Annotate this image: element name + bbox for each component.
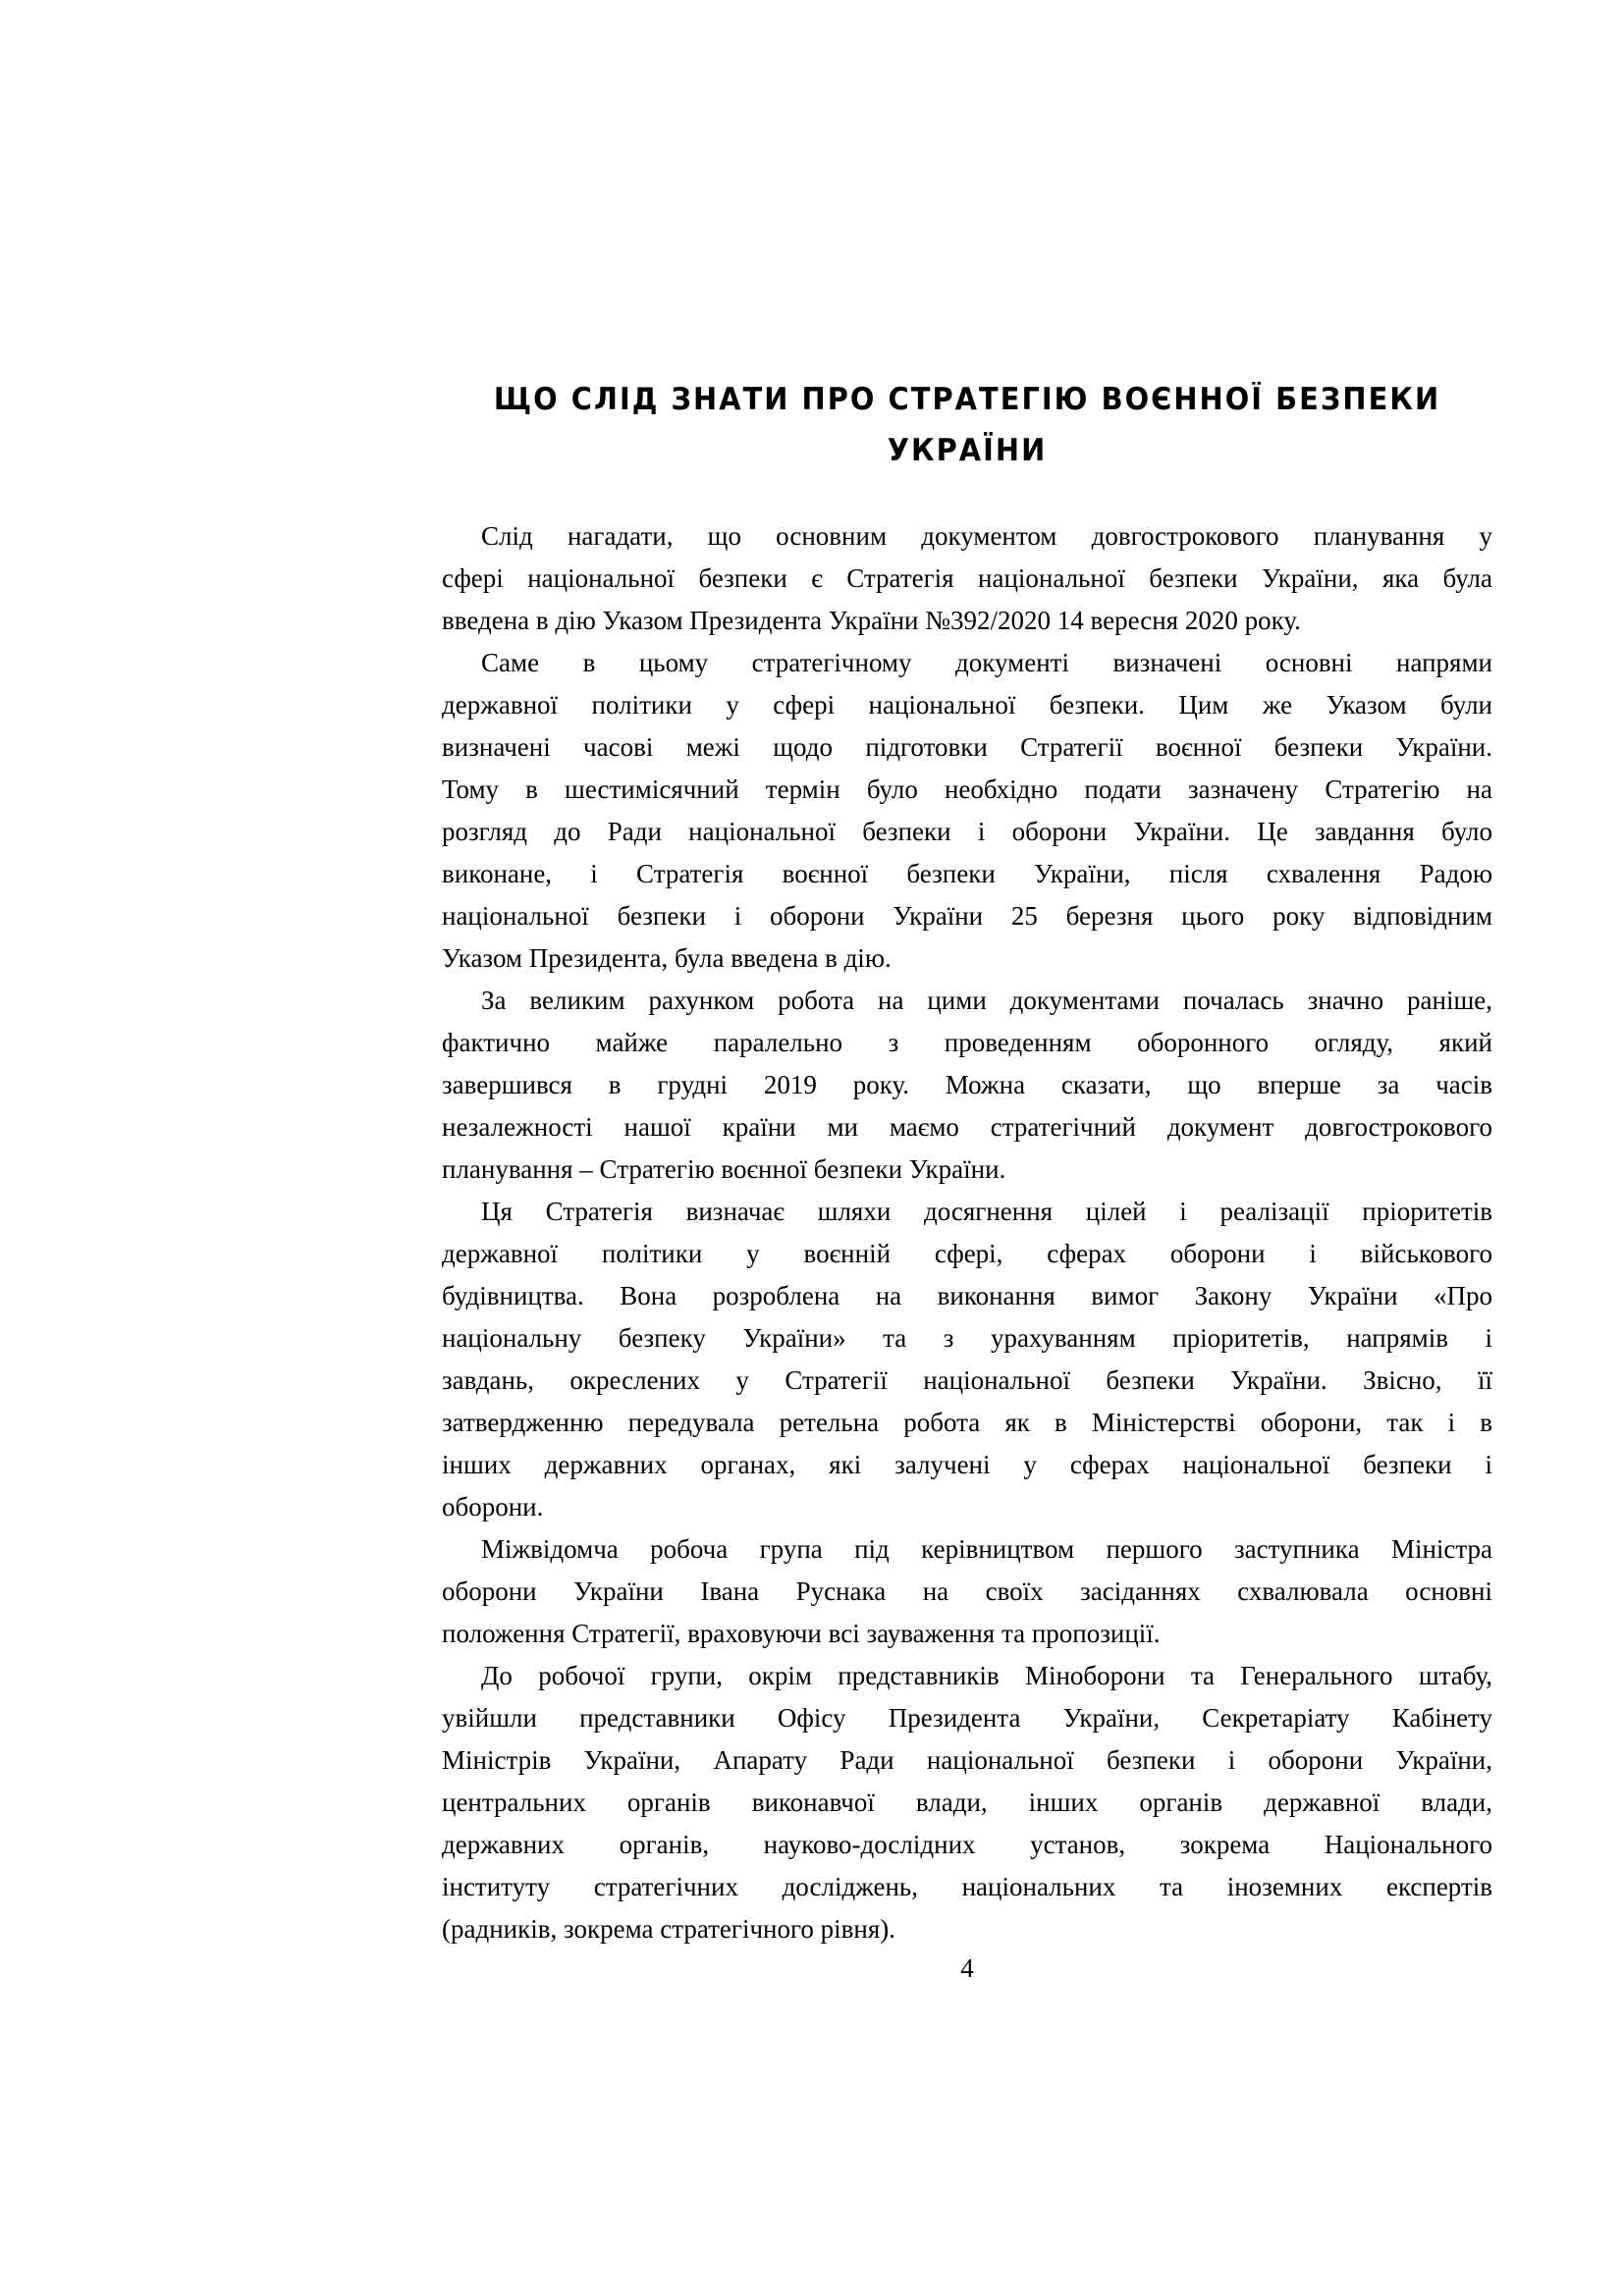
paragraph-5	[442, 1528, 1492, 1655]
text-line: будівництва. Вона розроблена на виконання вимог Закону України «Про	[442, 1281, 1492, 1310]
paragraph-6	[442, 1655, 1492, 1950]
text-line: завдань, окреслених у Стратегії національної безпеки України. Звісно, її	[442, 1365, 1492, 1395]
text-line: планування – Стратегію воєнної безпеки України.	[442, 1154, 1006, 1184]
text-line: завершився в грудні 2019 року. Можна сказати, що вперше за часів	[442, 1070, 1492, 1099]
text-line: інших державних органах, які залучені у сферах національної безпеки і	[442, 1450, 1492, 1479]
text-line: Тому в шестимісячний термін було необхідно подати зазначену Стратегію на	[442, 774, 1492, 804]
text-line: (радників, зокрема стратегічного рівня).	[442, 1914, 896, 1944]
text-line: виконане, і Стратегія воєнної безпеки України, після схвалення Радою	[442, 859, 1492, 888]
text-line: За великим рахунком робота на цими документами почалась значно раніше,	[481, 986, 1492, 1015]
text-line: центральних органів виконавчої влади, інших органів державної влади,	[442, 1788, 1492, 1817]
body-text	[442, 515, 1492, 1950]
text-line: затвердженню передувала ретельна робота як в Міністерстві оборони, так і в	[442, 1408, 1492, 1437]
text-line: сфері національної безпеки є Стратегія національної безпеки України, яка була	[442, 563, 1492, 593]
text-line: незалежності нашої країни ми маємо стратегічний документ довгострокового	[442, 1112, 1492, 1142]
text-line: Міжвідомча робоча група під керівництвом першого заступника Міністра	[481, 1534, 1492, 1564]
page-title	[478, 374, 1455, 476]
text-line: державних органів, науково-дослідних установ, зокрема Національного	[442, 1830, 1492, 1859]
paragraph-4	[442, 1191, 1492, 1528]
text-line: національної безпеки і оборони України 25 березня цього року відповідним	[442, 901, 1492, 931]
paragraph-2	[442, 642, 1492, 980]
text-line: увійшли представники Офісу Президента України, Секретаріату Кабінету	[442, 1703, 1492, 1733]
text-line: введена в дію Указом Президента України №392/2020 14 вересня 2020 року.	[442, 606, 1301, 635]
title-line-2: УКРАЇНИ	[887, 433, 1048, 468]
text-line: інституту стратегічних досліджень, національних та іноземних експертів	[442, 1872, 1492, 1901]
page-number: 4	[960, 1953, 974, 1983]
text-line: Ця Стратегія визначає шляхи досягнення цілей і реалізації пріоритетів	[481, 1197, 1492, 1226]
text-line: розгляд до Ради національної безпеки і оборони України. Це завдання було	[442, 817, 1492, 846]
text-line: Саме в цьому стратегічному документі визначені основні напрями	[481, 648, 1492, 677]
text-line: Указом Президента, була введена в дію.	[442, 943, 892, 973]
text-line: оборони.	[442, 1492, 544, 1522]
text-line: національну безпеку України» та з урахуванням пріоритетів, напрямів і	[442, 1323, 1492, 1353]
text-line: Міністрів України, Апарату Ради національної безпеки і оборони України,	[442, 1745, 1492, 1775]
text-line: положення Стратегії, враховуючи всі зауваження та пропозиції.	[442, 1619, 1161, 1648]
text-line: До робочої групи, окрім представників Міноборони та Генерального штабу,	[481, 1661, 1492, 1690]
paragraph-3	[442, 980, 1492, 1191]
text-line: оборони України Івана Руснака на своїх засіданнях схвалювала основні	[442, 1576, 1492, 1606]
text-line: Слід нагадати, що основним документом довгострокового планування у	[481, 521, 1492, 551]
text-line: державної політики у сфері національної безпеки. Цим же Указом були	[442, 690, 1492, 720]
text-line: державної політики у воєнній сфері, сферах оборони і військового	[442, 1239, 1492, 1268]
text-line: фактично майже паралельно з проведенням оборонного огляду, який	[442, 1028, 1492, 1057]
text-line: визначені часові межі щодо підготовки Стратегії воєнної безпеки України.	[442, 732, 1492, 762]
title-line-1: ЩО СЛІД ЗНАТИ ПРО СТРАТЕГІЮ ВОЄННОЇ БЕЗПЕКИ	[493, 382, 1441, 417]
paragraph-1	[442, 515, 1492, 642]
